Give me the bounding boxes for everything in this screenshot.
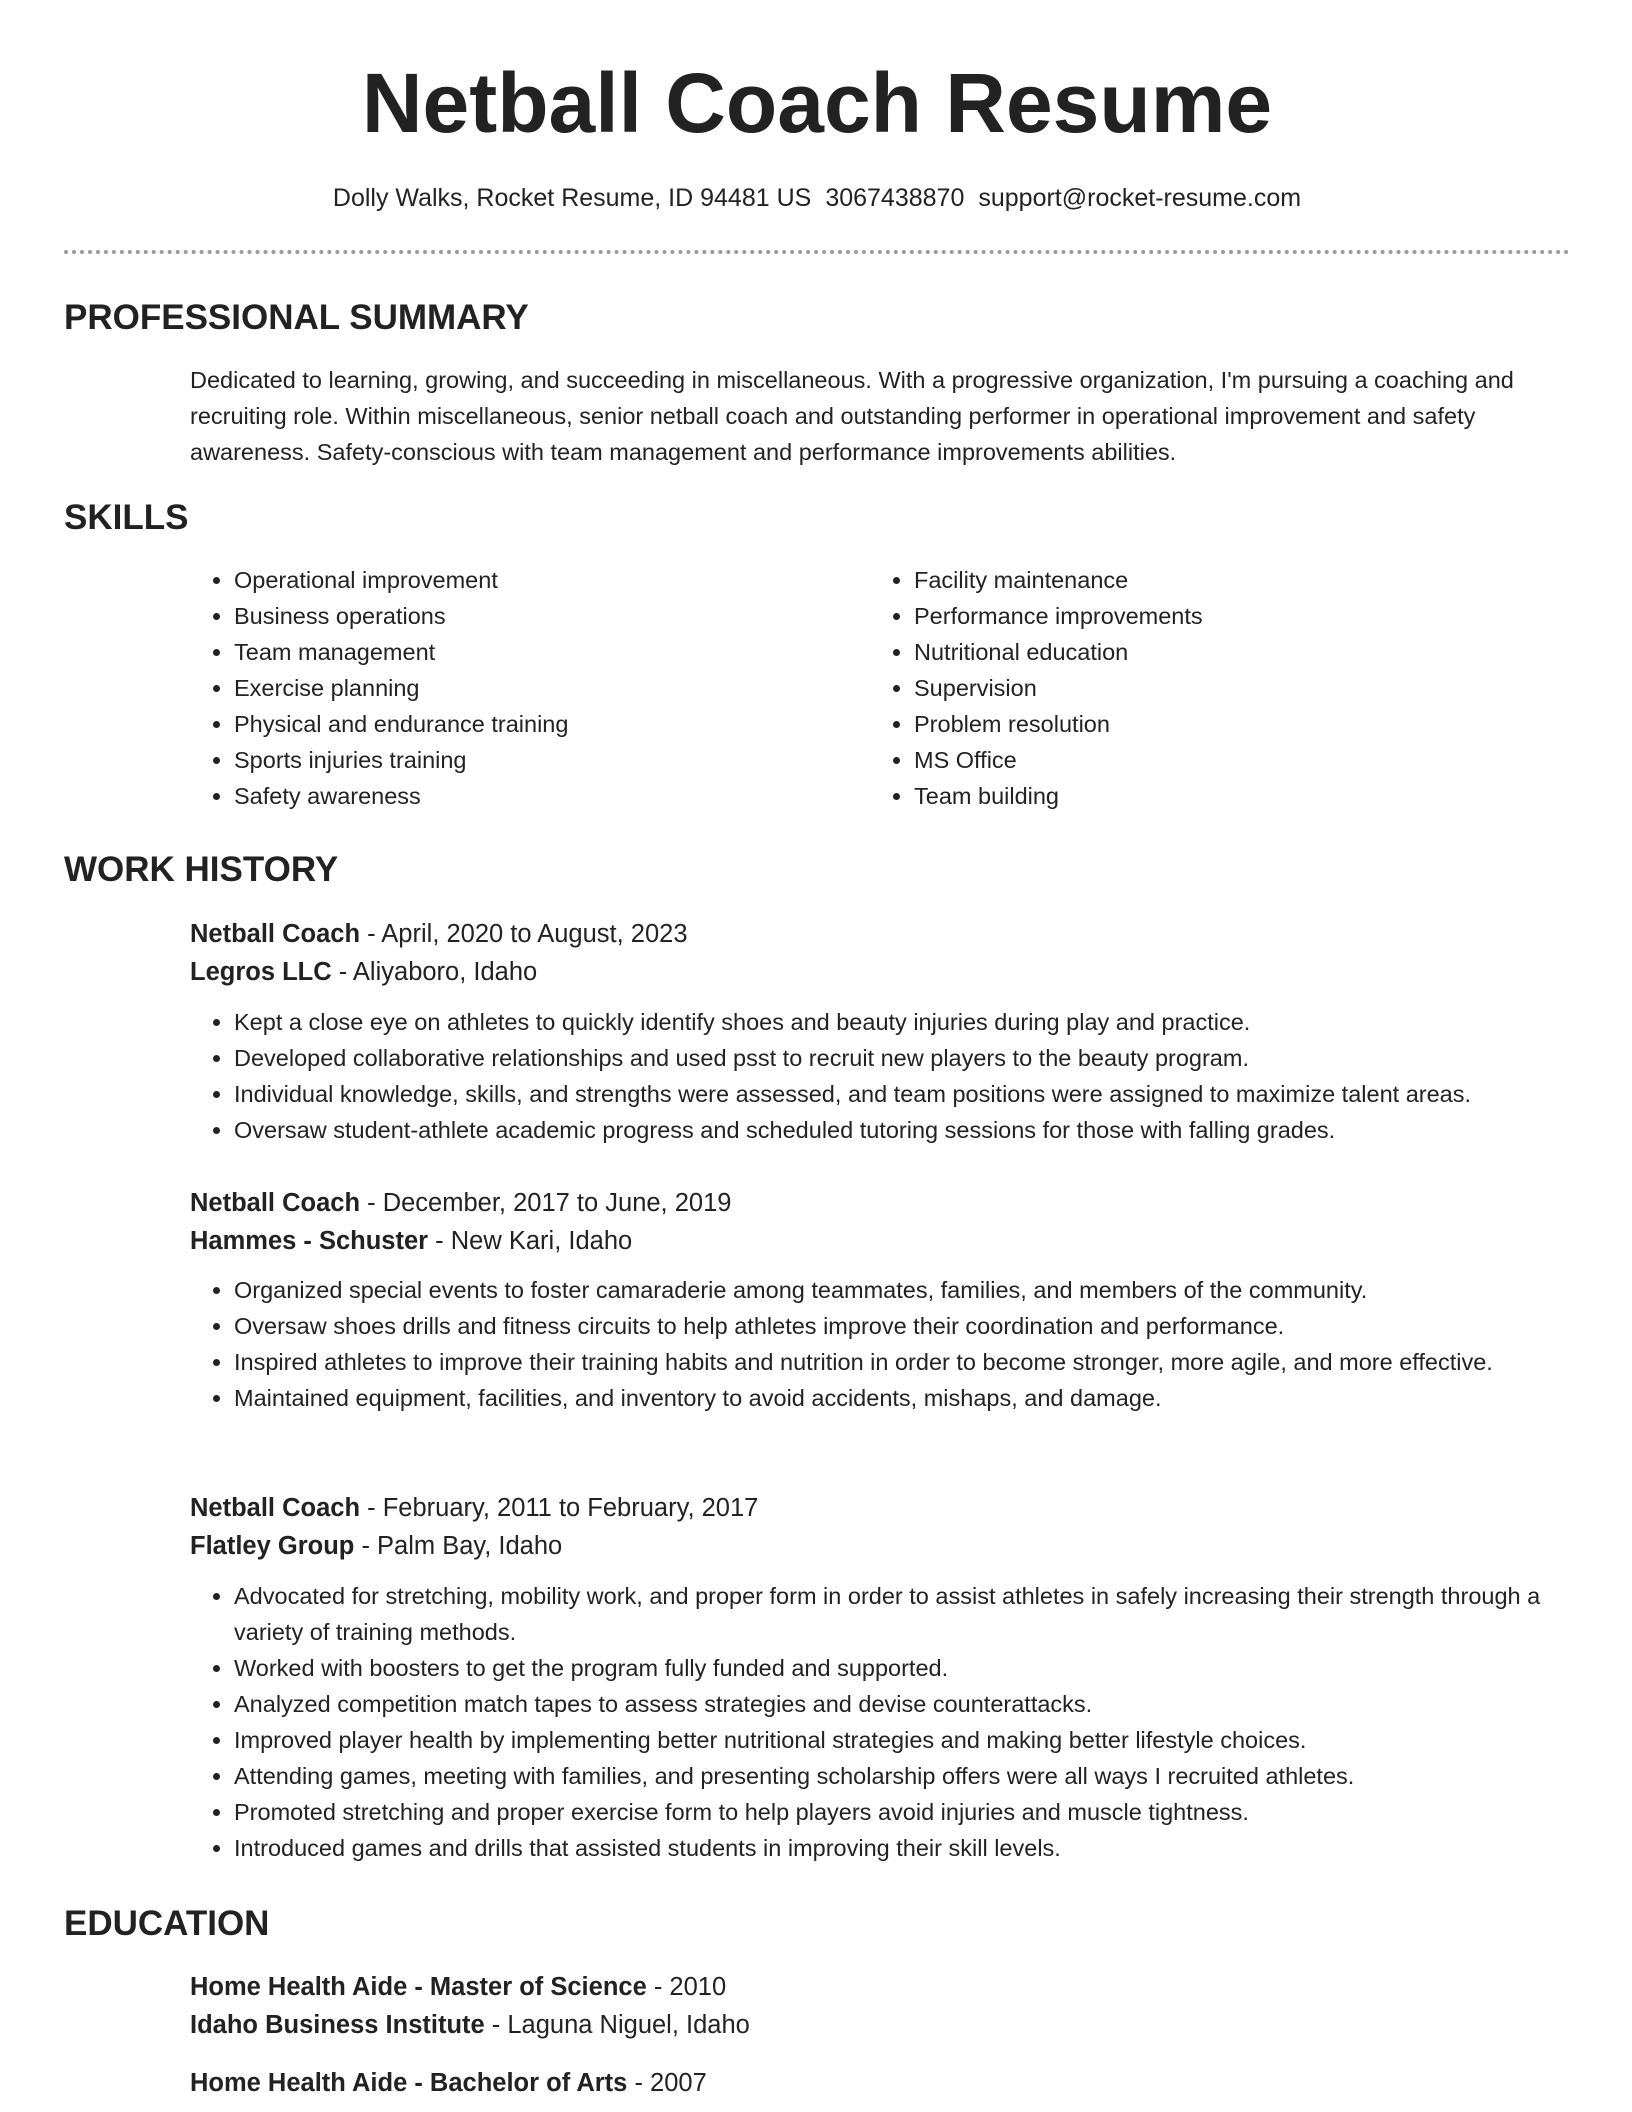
header-divider	[64, 250, 1570, 254]
education-heading: EDUCATION	[64, 1904, 270, 1943]
job-company: Hammes - Schuster	[190, 1227, 429, 1255]
skill-item: • Business operations	[234, 598, 850, 634]
job-company: Flatley Group	[190, 1532, 355, 1560]
contact-line	[64, 180, 1570, 216]
education-school: Idaho Business Institute	[190, 2011, 485, 2039]
skill-item: • Performance improvements	[914, 598, 1530, 634]
job-bullet: • Kept a close eye on athletes to quickly identify shoes and beauty injuries during play and practice.	[234, 1004, 1570, 1040]
skill-item: • Team management	[234, 634, 850, 670]
job-title: Netball Coach	[190, 1189, 361, 1217]
job-title: Netball Coach	[190, 920, 361, 948]
job-bullet: • Oversaw student-athlete academic progress and scheduled tutoring sessions for those with falling grades.	[234, 1112, 1570, 1148]
job-entry	[190, 915, 1570, 991]
skill-item: • MS Office	[914, 742, 1530, 778]
job-bullet: • Improved player health by implementing better nutritional strategies and making better lifestyle choices.	[234, 1722, 1570, 1758]
skill-item: • Exercise planning	[234, 670, 850, 706]
contact-email[interactable]: support@rocket-resume.com	[978, 184, 1302, 212]
job-bullets	[190, 1578, 1570, 1866]
contact-address: Dolly Walks, Rocket Resume, ID 94481 US	[332, 184, 812, 212]
skills-left-column	[190, 562, 850, 814]
job-bullet: • Analyzed competition match tapes to assess strategies and devise counterattacks.	[234, 1686, 1570, 1722]
skill-item: • Facility maintenance	[914, 562, 1530, 598]
skill-item: • Physical and endurance training	[234, 706, 850, 742]
job-bullet: • Oversaw shoes drills and fitness circuits to help athletes improve their coordination and performance.	[234, 1308, 1570, 1344]
job-dates: - December, 2017 to June, 2019	[360, 1189, 732, 1217]
education-degree-line	[190, 2064, 1570, 2102]
education-degree: Home Health Aide - Bachelor of Arts	[190, 2069, 628, 2097]
job-title-line	[190, 1184, 1570, 1222]
job-bullet: • Developed collaborative relationships and used psst to recruit new players to the beauty program.	[234, 1040, 1570, 1076]
skill-item: • Team building	[914, 778, 1530, 814]
job-bullet: • Advocated for stretching, mobility work, and proper form in order to assist athletes in safely increasing their strength through a variety of training methods.	[234, 1578, 1570, 1650]
job-company-line	[190, 953, 1570, 991]
job-bullet: • Worked with boosters to get the program fully funded and supported.	[234, 1650, 1570, 1686]
job-bullet: • Introduced games and drills that assisted students in improving their skill levels.	[234, 1830, 1570, 1866]
job-title-line	[190, 1489, 1570, 1527]
job-bullets	[190, 1272, 1570, 1416]
job-bullet: • Inspired athletes to improve their training habits and nutrition in order to become stronger, more agile, and more effective.	[234, 1344, 1570, 1380]
job-company-line	[190, 1527, 1570, 1565]
job-location: - Palm Bay, Idaho	[354, 1532, 563, 1560]
skill-item: • Supervision	[914, 670, 1530, 706]
education-year: - 2010	[646, 1973, 727, 2001]
job-company: Legros LLC	[190, 958, 332, 986]
job-company-line	[190, 1222, 1570, 1260]
skill-item: • Safety awareness	[234, 778, 850, 814]
summary-heading: PROFESSIONAL SUMMARY	[64, 298, 529, 337]
job-entry	[190, 1184, 1570, 1260]
job-bullet: • Individual knowledge, skills, and strengths were assessed, and team positions were assigned to maximize talent areas.	[234, 1076, 1570, 1112]
skill-item: • Nutritional education	[914, 634, 1530, 670]
skills-right-list	[870, 562, 1530, 814]
resume-title: Netball Coach Resume	[361, 56, 1273, 150]
job-location: - Aliyaboro, Idaho	[331, 958, 538, 986]
job-bullets	[190, 1004, 1570, 1148]
contact-phone[interactable]: 3067438870	[825, 184, 965, 212]
job-bullet: • Maintained equipment, facilities, and inventory to avoid accidents, mishaps, and damage.	[234, 1380, 1570, 1416]
education-entry	[190, 2064, 1570, 2102]
job-title-line	[190, 915, 1570, 953]
job-title: Netball Coach	[190, 1494, 361, 1522]
job-bullet: • Attending games, meeting with families, and presenting scholarship offers were all ways I recruited athletes.	[234, 1758, 1570, 1794]
skill-item: • Operational improvement	[234, 562, 850, 598]
education-year: - 2007	[627, 2069, 707, 2097]
work-history-heading: WORK HISTORY	[64, 850, 339, 889]
job-location: - New Kari, Idaho	[428, 1227, 633, 1255]
skills-heading: SKILLS	[64, 498, 189, 537]
skill-item: • Sports injuries training	[234, 742, 850, 778]
education-school-line	[190, 2006, 1570, 2044]
education-degree-line	[190, 1968, 1570, 2006]
job-dates: - February, 2011 to February, 2017	[360, 1494, 759, 1522]
job-entry	[190, 1489, 1570, 1565]
job-dates: - April, 2020 to August, 2023	[360, 920, 688, 948]
skills-right-column	[870, 562, 1530, 814]
summary-text: Dedicated to learning, growing, and succeeding in miscellaneous. With a progressive organization, I'm pursuing a coaching and recruiting role. Within miscellaneous, senior netball coach and outstanding performer in operational improvement and safety awareness. Safety-conscious with team management and performance improvements abilities.	[190, 367, 1514, 465]
education-entry	[190, 1968, 1570, 2044]
education-location: - Laguna Niguel, Idaho	[484, 2011, 750, 2039]
job-bullet: • Organized special events to foster camaraderie among teammates, families, and members of the community.	[234, 1272, 1570, 1308]
skills-left-list	[190, 562, 850, 814]
job-bullet: • Promoted stretching and proper exercise form to help players avoid injuries and muscle tightness.	[234, 1794, 1570, 1830]
education-degree: Home Health Aide - Master of Science	[190, 1973, 647, 2001]
skill-item: • Problem resolution	[914, 706, 1530, 742]
